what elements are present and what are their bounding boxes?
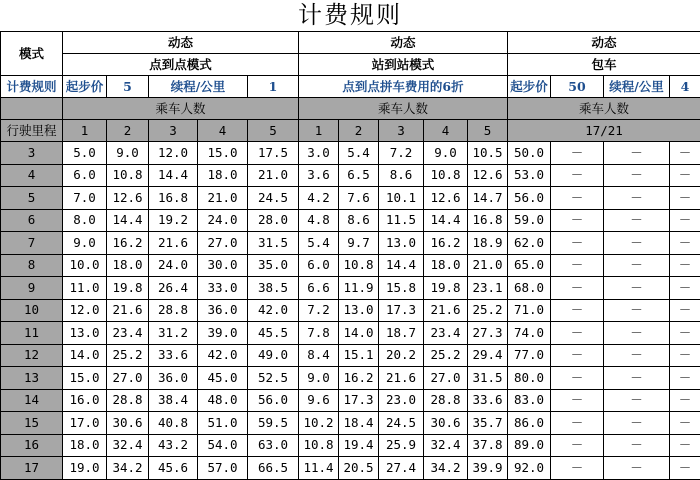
s2s-fare-cell: 27.3 xyxy=(468,322,508,345)
table-row xyxy=(1,367,700,390)
p2p-fare-cell: 45.0 xyxy=(198,367,248,390)
charter-fare-cell: 56.0 xyxy=(508,187,551,210)
p2p-fare-cell: 9.0 xyxy=(107,142,149,165)
p2p-fare-cell: 30.0 xyxy=(198,254,248,277)
p2p-fare-cell: 31.2 xyxy=(149,322,198,345)
s2s-fare-cell: 7.6 xyxy=(339,187,379,210)
col-charter: 17/21 xyxy=(508,120,700,142)
charter-fare-cell: － xyxy=(670,299,700,322)
pricing-table xyxy=(0,31,700,480)
table-row xyxy=(1,277,700,300)
continue-label-2: 续程/公里 xyxy=(604,76,670,98)
s2s-fare-cell: 27.0 xyxy=(424,367,468,390)
dynamic-label-p2p: 动态 xyxy=(63,32,299,54)
start-price-1: 5 xyxy=(107,76,149,98)
p2p-fare-cell: 16.2 xyxy=(107,232,149,255)
s2s-fare-cell: 13.0 xyxy=(339,299,379,322)
p2p-fare-cell: 24.0 xyxy=(149,254,198,277)
passengers-label-s2s: 乘车人数 xyxy=(299,98,508,120)
charter-fare-cell: 59.0 xyxy=(508,209,551,232)
s2s-fare-cell: 9.6 xyxy=(299,389,339,412)
charter-fare-cell: － xyxy=(670,187,700,210)
col-p2p-2: 2 xyxy=(107,120,149,142)
charter-fare-cell: － xyxy=(604,344,670,367)
p2p-fare-cell: 23.4 xyxy=(107,322,149,345)
p2p-fare-cell: 21.6 xyxy=(107,299,149,322)
s2s-fare-cell: 11.4 xyxy=(299,457,339,480)
table-row xyxy=(1,232,700,255)
s2s-fare-cell: 8.6 xyxy=(339,209,379,232)
charter-fare-cell: 68.0 xyxy=(508,277,551,300)
s2s-fare-cell: 29.4 xyxy=(468,344,508,367)
s2s-fare-cell: 10.8 xyxy=(339,254,379,277)
s2s-fare-cell: 9.0 xyxy=(299,367,339,390)
charter-fare-cell: － xyxy=(551,254,604,277)
discount-note: 点到点拼车费用的6折 xyxy=(299,76,508,98)
page-title: 计费规则 xyxy=(0,0,700,31)
p2p-fare-cell: 32.4 xyxy=(107,434,149,457)
billing-rule-label: 计费规则 xyxy=(1,76,63,98)
table-row xyxy=(1,299,700,322)
charter-fare-cell: － xyxy=(551,187,604,210)
charter-fare-cell: － xyxy=(670,367,700,390)
table-row xyxy=(1,322,700,345)
col-s2s-1: 1 xyxy=(299,120,339,142)
mileage-cell: 16 xyxy=(1,434,63,457)
table-row xyxy=(1,344,700,367)
header-row-2 xyxy=(1,54,700,76)
col-s2s-2: 2 xyxy=(339,120,379,142)
mileage-cell: 6 xyxy=(1,209,63,232)
s2s-fare-cell: 19.8 xyxy=(424,277,468,300)
s2s-fare-cell: 30.6 xyxy=(424,412,468,435)
charter-fare-cell: － xyxy=(551,209,604,232)
mileage-cell: 8 xyxy=(1,254,63,277)
p2p-fare-cell: 14.4 xyxy=(149,164,198,187)
p2p-fare-cell: 34.2 xyxy=(107,457,149,480)
charter-fare-cell: － xyxy=(551,322,604,345)
p2p-fare-cell: 14.0 xyxy=(63,344,107,367)
s2s-fare-cell: 5.4 xyxy=(299,232,339,255)
mileage-cell: 5 xyxy=(1,187,63,210)
charter-fare-cell: 71.0 xyxy=(508,299,551,322)
charter-fare-cell: － xyxy=(604,277,670,300)
p2p-fare-cell: 36.0 xyxy=(149,367,198,390)
mileage-cell: 15 xyxy=(1,412,63,435)
passengers-label-charter: 乘车人数 xyxy=(508,98,700,120)
table-row xyxy=(1,209,700,232)
charter-fare-cell: 50.0 xyxy=(508,142,551,165)
charter-fare-cell: － xyxy=(670,277,700,300)
p2p-fare-cell: 24.5 xyxy=(248,187,299,210)
p2p-fare-cell: 11.0 xyxy=(63,277,107,300)
charter-fare-cell: － xyxy=(551,412,604,435)
charter-fare-cell: － xyxy=(670,232,700,255)
p2p-fare-cell: 51.0 xyxy=(198,412,248,435)
p2p-fare-cell: 24.0 xyxy=(198,209,248,232)
table-row xyxy=(1,142,700,165)
mileage-cell: 3 xyxy=(1,142,63,165)
s2s-fare-cell: 25.2 xyxy=(424,344,468,367)
p2p-fare-cell: 30.6 xyxy=(107,412,149,435)
mileage-cell: 4 xyxy=(1,164,63,187)
charter-fare-cell: － xyxy=(604,232,670,255)
charter-fare-cell: 74.0 xyxy=(508,322,551,345)
charter-fare-cell: － xyxy=(551,434,604,457)
p2p-fare-cell: 19.2 xyxy=(149,209,198,232)
s2s-fare-cell: 31.5 xyxy=(468,367,508,390)
mileage-cell: 12 xyxy=(1,344,63,367)
s2s-fare-cell: 18.9 xyxy=(468,232,508,255)
p2p-fare-cell: 31.5 xyxy=(248,232,299,255)
p2p-fare-cell: 54.0 xyxy=(198,434,248,457)
table-row xyxy=(1,434,700,457)
p2p-fare-cell: 16.0 xyxy=(63,389,107,412)
table-row xyxy=(1,389,700,412)
s2s-fare-cell: 39.9 xyxy=(468,457,508,480)
s2s-fare-cell: 5.4 xyxy=(339,142,379,165)
p2p-fare-cell: 17.5 xyxy=(248,142,299,165)
p2p-fare-cell: 15.0 xyxy=(63,367,107,390)
p2p-fare-cell: 63.0 xyxy=(248,434,299,457)
charter-fare-cell: － xyxy=(551,344,604,367)
s2s-fare-cell: 15.1 xyxy=(339,344,379,367)
s2s-fare-cell: 8.6 xyxy=(379,164,424,187)
s2s-fare-cell: 14.4 xyxy=(424,209,468,232)
p2p-fare-cell: 48.0 xyxy=(198,389,248,412)
p2p-fare-cell: 56.0 xyxy=(248,389,299,412)
charter-fare-cell: 65.0 xyxy=(508,254,551,277)
s2s-fare-cell: 21.6 xyxy=(379,367,424,390)
p2p-fare-cell: 38.4 xyxy=(149,389,198,412)
s2s-fare-cell: 11.5 xyxy=(379,209,424,232)
s2s-fare-cell: 3.0 xyxy=(299,142,339,165)
s2s-fare-cell: 21.0 xyxy=(468,254,508,277)
s2s-fare-cell: 25.9 xyxy=(379,434,424,457)
continue-label-1: 续程/公里 xyxy=(149,76,248,98)
s2s-fare-cell: 18.4 xyxy=(339,412,379,435)
table-row xyxy=(1,254,700,277)
passengers-blank xyxy=(1,98,63,120)
p2p-fare-cell: 12.0 xyxy=(149,142,198,165)
s2s-fare-cell: 11.9 xyxy=(339,277,379,300)
billing-row xyxy=(1,76,700,98)
col-s2s-3: 3 xyxy=(379,120,424,142)
s2s-fare-cell: 37.8 xyxy=(468,434,508,457)
charter-fare-cell: － xyxy=(604,254,670,277)
p2p-fare-cell: 59.5 xyxy=(248,412,299,435)
p2p-fare-cell: 28.8 xyxy=(107,389,149,412)
p2p-fare-cell: 10.8 xyxy=(107,164,149,187)
s2s-fare-cell: 33.6 xyxy=(468,389,508,412)
charter-fare-cell: － xyxy=(551,277,604,300)
p2p-fare-cell: 16.8 xyxy=(149,187,198,210)
mileage-cell: 17 xyxy=(1,457,63,480)
charter-fare-cell: 80.0 xyxy=(508,367,551,390)
p2p-fare-cell: 40.8 xyxy=(149,412,198,435)
p2p-fare-cell: 28.0 xyxy=(248,209,299,232)
p2p-fare-cell: 27.0 xyxy=(107,367,149,390)
s2s-fare-cell: 9.0 xyxy=(424,142,468,165)
s2s-fare-cell: 24.5 xyxy=(379,412,424,435)
mileage-cell: 7 xyxy=(1,232,63,255)
s2s-fare-cell: 20.5 xyxy=(339,457,379,480)
mileage-cell: 14 xyxy=(1,389,63,412)
s2s-fare-cell: 27.4 xyxy=(379,457,424,480)
s2s-fare-cell: 14.7 xyxy=(468,187,508,210)
charter-fare-cell: － xyxy=(670,344,700,367)
p2p-fare-cell: 52.5 xyxy=(248,367,299,390)
p2p-fare-cell: 38.5 xyxy=(248,277,299,300)
s2s-fare-cell: 10.8 xyxy=(299,434,339,457)
s2s-fare-cell: 13.0 xyxy=(379,232,424,255)
table-row xyxy=(1,187,700,210)
charter-fare-cell: － xyxy=(551,299,604,322)
s2s-fare-cell: 3.6 xyxy=(299,164,339,187)
p2p-fare-cell: 66.5 xyxy=(248,457,299,480)
col-p2p-4: 4 xyxy=(198,120,248,142)
charter-fare-cell: 92.0 xyxy=(508,457,551,480)
mileage-cell: 9 xyxy=(1,277,63,300)
charter-fare-cell: 53.0 xyxy=(508,164,551,187)
dynamic-label-s2s: 动态 xyxy=(299,32,508,54)
charter-fare-cell: － xyxy=(604,187,670,210)
s2s-fare-cell: 10.2 xyxy=(299,412,339,435)
s2s-fare-cell: 15.8 xyxy=(379,277,424,300)
s2s-fare-cell: 10.8 xyxy=(424,164,468,187)
charter-fare-cell: 62.0 xyxy=(508,232,551,255)
continue-2: 4 xyxy=(670,76,700,98)
s2s-fare-cell: 6.5 xyxy=(339,164,379,187)
p2p-fare-cell: 18.0 xyxy=(107,254,149,277)
charter-fare-cell: － xyxy=(670,142,700,165)
charter-fare-cell: － xyxy=(670,164,700,187)
start-price-label-2: 起步价 xyxy=(508,76,551,98)
p2p-fare-cell: 42.0 xyxy=(198,344,248,367)
p2p-fare-cell: 7.0 xyxy=(63,187,107,210)
s2s-fare-cell: 16.2 xyxy=(339,367,379,390)
s2s-fare-cell: 16.8 xyxy=(468,209,508,232)
s2s-fare-cell: 14.4 xyxy=(379,254,424,277)
charter-fare-cell: － xyxy=(551,142,604,165)
s2s-fare-cell: 28.8 xyxy=(424,389,468,412)
charter-fare-cell: － xyxy=(551,164,604,187)
s2s-fare-cell: 18.7 xyxy=(379,322,424,345)
point-mode-label: 点到点模式 xyxy=(63,54,299,76)
charter-label: 包车 xyxy=(508,54,700,76)
charter-fare-cell: － xyxy=(551,367,604,390)
s2s-fare-cell: 16.2 xyxy=(424,232,468,255)
mode-label: 模式 xyxy=(1,32,63,76)
p2p-fare-cell: 28.8 xyxy=(149,299,198,322)
charter-fare-cell: － xyxy=(604,299,670,322)
mileage-cell: 11 xyxy=(1,322,63,345)
s2s-fare-cell: 34.2 xyxy=(424,457,468,480)
p2p-fare-cell: 10.0 xyxy=(63,254,107,277)
p2p-fare-cell: 9.0 xyxy=(63,232,107,255)
charter-fare-cell: － xyxy=(551,457,604,480)
col-s2s-4: 4 xyxy=(424,120,468,142)
charter-fare-cell: － xyxy=(670,434,700,457)
charter-fare-cell: － xyxy=(670,322,700,345)
charter-fare-cell: － xyxy=(670,457,700,480)
s2s-fare-cell: 7.2 xyxy=(299,299,339,322)
s2s-fare-cell: 8.4 xyxy=(299,344,339,367)
table-row xyxy=(1,164,700,187)
p2p-fare-cell: 27.0 xyxy=(198,232,248,255)
col-p2p-5: 5 xyxy=(248,120,299,142)
s2s-fare-cell: 10.1 xyxy=(379,187,424,210)
p2p-fare-cell: 19.0 xyxy=(63,457,107,480)
charter-fare-cell: － xyxy=(604,322,670,345)
s2s-fare-cell: 25.2 xyxy=(468,299,508,322)
charter-fare-cell: － xyxy=(604,457,670,480)
table-row xyxy=(1,412,700,435)
p2p-fare-cell: 35.0 xyxy=(248,254,299,277)
col-p2p-3: 3 xyxy=(149,120,198,142)
mileage-cell: 10 xyxy=(1,299,63,322)
passengers-label-p2p: 乘车人数 xyxy=(63,98,299,120)
p2p-fare-cell: 33.6 xyxy=(149,344,198,367)
s2s-fare-cell: 32.4 xyxy=(424,434,468,457)
p2p-fare-cell: 13.0 xyxy=(63,322,107,345)
mileage-label: 行驶里程 xyxy=(1,120,63,142)
p2p-fare-cell: 8.0 xyxy=(63,209,107,232)
mileage-cell: 13 xyxy=(1,367,63,390)
p2p-fare-cell: 33.0 xyxy=(198,277,248,300)
continue-1: 1 xyxy=(248,76,299,98)
charter-fare-cell: － xyxy=(604,434,670,457)
s2s-fare-cell: 18.0 xyxy=(424,254,468,277)
p2p-fare-cell: 12.6 xyxy=(107,187,149,210)
p2p-fare-cell: 18.0 xyxy=(63,434,107,457)
p2p-fare-cell: 5.0 xyxy=(63,142,107,165)
passengers-row xyxy=(1,98,700,120)
p2p-fare-cell: 26.4 xyxy=(149,277,198,300)
charter-fare-cell: － xyxy=(670,412,700,435)
s2s-fare-cell: 12.6 xyxy=(468,164,508,187)
s2s-fare-cell: 10.5 xyxy=(468,142,508,165)
charter-fare-cell: － xyxy=(670,254,700,277)
p2p-fare-cell: 43.2 xyxy=(149,434,198,457)
charter-fare-cell: － xyxy=(551,389,604,412)
p2p-fare-cell: 19.8 xyxy=(107,277,149,300)
s2s-fare-cell: 12.6 xyxy=(424,187,468,210)
dynamic-label-charter: 动态 xyxy=(508,32,700,54)
charter-fare-cell: － xyxy=(604,367,670,390)
p2p-fare-cell: 45.6 xyxy=(149,457,198,480)
start-price-label-1: 起步价 xyxy=(63,76,107,98)
p2p-fare-cell: 42.0 xyxy=(248,299,299,322)
p2p-fare-cell: 12.0 xyxy=(63,299,107,322)
p2p-fare-cell: 17.0 xyxy=(63,412,107,435)
p2p-fare-cell: 39.0 xyxy=(198,322,248,345)
charter-fare-cell: 77.0 xyxy=(508,344,551,367)
station-mode-label: 站到站模式 xyxy=(299,54,508,76)
s2s-fare-cell: 35.7 xyxy=(468,412,508,435)
col-s2s-5: 5 xyxy=(468,120,508,142)
table-row xyxy=(1,457,700,480)
s2s-fare-cell: 6.0 xyxy=(299,254,339,277)
p2p-fare-cell: 36.0 xyxy=(198,299,248,322)
p2p-fare-cell: 14.4 xyxy=(107,209,149,232)
s2s-fare-cell: 14.0 xyxy=(339,322,379,345)
s2s-fare-cell: 20.2 xyxy=(379,344,424,367)
s2s-fare-cell: 7.2 xyxy=(379,142,424,165)
p2p-fare-cell: 15.0 xyxy=(198,142,248,165)
p2p-fare-cell: 6.0 xyxy=(63,164,107,187)
p2p-fare-cell: 21.0 xyxy=(248,164,299,187)
s2s-fare-cell: 19.4 xyxy=(339,434,379,457)
s2s-fare-cell: 17.3 xyxy=(379,299,424,322)
s2s-fare-cell: 23.4 xyxy=(424,322,468,345)
charter-fare-cell: － xyxy=(604,142,670,165)
charter-fare-cell: 86.0 xyxy=(508,412,551,435)
charter-fare-cell: － xyxy=(604,164,670,187)
s2s-fare-cell: 9.7 xyxy=(339,232,379,255)
p2p-fare-cell: 21.0 xyxy=(198,187,248,210)
s2s-fare-cell: 7.8 xyxy=(299,322,339,345)
p2p-fare-cell: 49.0 xyxy=(248,344,299,367)
p2p-fare-cell: 21.6 xyxy=(149,232,198,255)
s2s-fare-cell: 23.1 xyxy=(468,277,508,300)
s2s-fare-cell: 23.0 xyxy=(379,389,424,412)
start-price-2: 50 xyxy=(551,76,604,98)
charter-fare-cell: － xyxy=(604,412,670,435)
column-numbers-row xyxy=(1,120,700,142)
charter-fare-cell: － xyxy=(670,389,700,412)
p2p-fare-cell: 45.5 xyxy=(248,322,299,345)
p2p-fare-cell: 18.0 xyxy=(198,164,248,187)
s2s-fare-cell: 17.3 xyxy=(339,389,379,412)
charter-fare-cell: － xyxy=(604,389,670,412)
col-p2p-1: 1 xyxy=(63,120,107,142)
header-row-1 xyxy=(1,32,700,54)
charter-fare-cell: － xyxy=(551,232,604,255)
s2s-fare-cell: 4.2 xyxy=(299,187,339,210)
s2s-fare-cell: 6.6 xyxy=(299,277,339,300)
charter-fare-cell: 83.0 xyxy=(508,389,551,412)
s2s-fare-cell: 4.8 xyxy=(299,209,339,232)
charter-fare-cell: － xyxy=(604,209,670,232)
charter-fare-cell: － xyxy=(670,209,700,232)
p2p-fare-cell: 57.0 xyxy=(198,457,248,480)
charter-fare-cell: 89.0 xyxy=(508,434,551,457)
p2p-fare-cell: 25.2 xyxy=(107,344,149,367)
s2s-fare-cell: 21.6 xyxy=(424,299,468,322)
